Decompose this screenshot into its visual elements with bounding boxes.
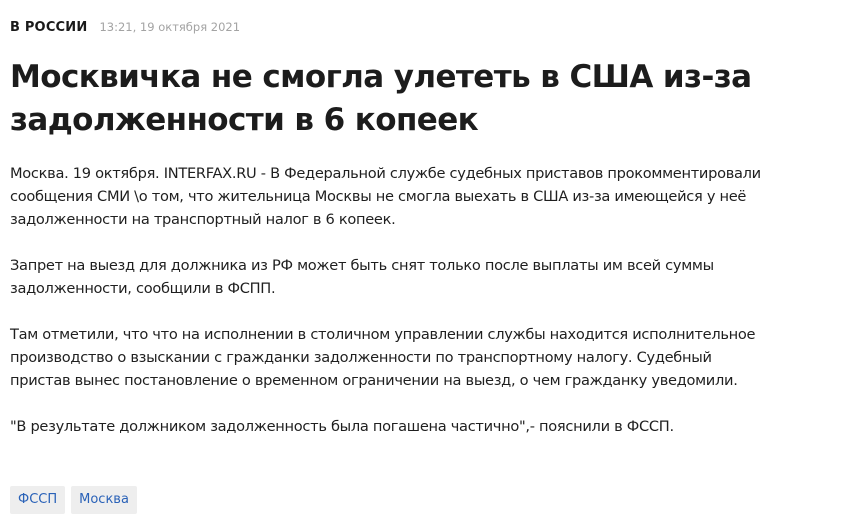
tag-fssp[interactable]: ФССП xyxy=(10,486,65,514)
article-headline: Москвичка не смогла улететь в США из-за задолженности в 6 копеек xyxy=(10,59,752,138)
article-paragraph: "В результате должником задолженность была погашена частично",- пояснили в ФССП. xyxy=(10,418,674,435)
article-paragraph: Москва. 19 октября. INTERFAX.RU - В Федеральной службе судебных приставов прокомментировали сообщения СМИ \о том, что жительница Москвы не смогла выехать в США из-за имеющейся у неё задолженности на транспортный налог в 6 копеек. xyxy=(10,165,761,228)
tag-list xyxy=(10,486,137,514)
article-paragraph: Там отметили, что что на исполнении в столичном управлении службы находится исполнительное производство о взыскании с гражданки задолженности по транспортному налогу. Судебный пристав вынес постановление о временном ограничении на выезд, о чем гражданку уведомили. xyxy=(10,326,756,389)
tag-moscow[interactable]: Москва xyxy=(71,486,137,514)
rubric-link[interactable]: В РОССИИ xyxy=(10,20,88,35)
article-paragraph: Запрет на выезд для должника из РФ может быть снят только после выплаты им всей суммы задолженности, сообщили в ФСПП. xyxy=(10,257,714,297)
article-body xyxy=(10,162,770,461)
article-meta xyxy=(10,20,240,40)
publish-datetime: 13:21, 19 октября 2021 xyxy=(99,20,241,34)
